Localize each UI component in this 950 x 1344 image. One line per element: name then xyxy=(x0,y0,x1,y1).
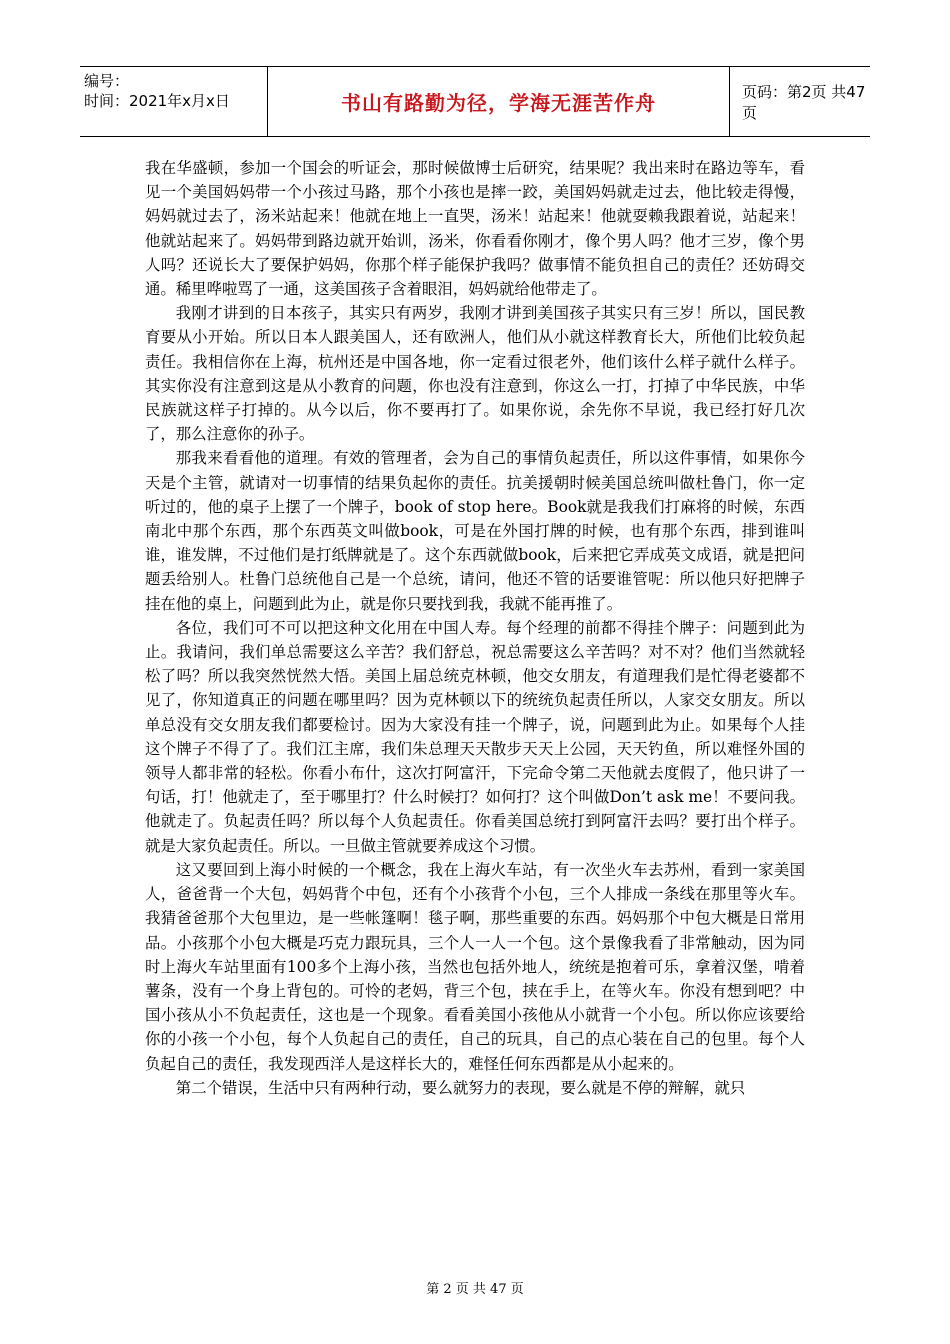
header-page-number: 页码：第2页 共47页 xyxy=(742,82,866,122)
paragraph-2: 我刚才讲到的日本孩子，其实只有两岁，我刚才讲到美国孩子其实只有三岁！所以，国民教育要从小开始。所以日本人跟美国人，还有欧洲人，他们从小就这样教育长大，所他们比较负起责任。我相信你在上海，杭州还是中国各地，你一定看过很老外，他们该什么样子就什么样子。其实你没有注意到这是从小教育的问题，你也没有注意到，你这么一打，打掉了中华民族，中华民族就这样子打掉的。从今以后，你不要再打了。如果你说，余先你不早说，我已经打好几次了，那么注意你的孙子。 xyxy=(145,304,805,444)
page-header xyxy=(80,66,870,137)
document-body xyxy=(145,156,805,1100)
paragraph-6: 第二个错误，生活中只有两种行动，要么就努力的表现，要么就是不停的辩解，就只 xyxy=(175,1078,746,1097)
document-number-label: 编号： xyxy=(84,72,130,90)
paragraph-4: 各位，我们可不可以把这种文化用在中国人寿。每个经理的前都不得挂个牌子：问题到此为止。我请问，我们单总需要这么辛苦？我们舒总，祝总需要这么辛苦吗？对不对？他们当然就轻松了吗？所以我突然恍然大悟。美国上届总统克林顿，他交女朋友，有道理我们是忙得老婆都不见了，你知道真正的问题在哪里吗？因为克林顿以下的统统负起责任所以，人家交女朋友。所以单总没有交女朋友我们都要检讨。因为大家没有挂一个牌子，说，问题到此为止。如果每个人挂这个牌子不得了了。我们江主席，我们朱总理天天散步天天上公园，天天钓鱼，所以难怪外国的领导人都非常的轻松。你看小布什，这次打阿富汗，下完命令第二天他就去度假了，他只讲了一句话，打！他就走了，至于哪里打？什么时候打？如何打？这个叫做Don’t ask me！不要问我。他就走了。负起责任吗？所以每个人负起责任。你看美国总统打到阿富汗去吗？要打出个样子。就是大家负起责任。所以。一旦做主管就要养成这个习惯。 xyxy=(145,618,805,855)
page-footer: 第 2 页 共 47 页 xyxy=(426,1282,524,1297)
document-date-label: 时间：2021年x月x日 xyxy=(84,92,230,110)
header-meta-cell xyxy=(80,67,268,136)
paragraph-1: 我在华盛顿，参加一个国会的听证会，那时候做博士后研究，结果呢？我出来时在路边等车，看见一个美国妈妈带一个小孩过马路，那个小孩也是摔一跤，美国妈妈就走过去，他比较走得慢，妈妈就过去了，汤米站起来！他就在地上一直哭，汤米！站起来！他就耍赖我跟着说，站起来！他就站起来了。妈妈带到路边就开始训，汤米，你看看你刚才，像个男人吗？他才三岁，像个男人吗？还说长大了要保护妈妈，你那个样子能保护我吗？做事情不能负担自己的责任？还妨碍交通。稀里哗啦骂了一通，这美国孩子含着眼泪，妈妈就给他带走了。 xyxy=(145,159,805,299)
paragraph-5: 这又要回到上海小时候的一个概念，我在上海火车站，有一次坐火车去苏州，看到一家美国人，爸爸背一个大包，妈妈背个中包，还有个小孩背个小包，三个人排成一条线在那里等火车。我猜爸爸那个大包里边，是一些帐篷啊！毯子啊，那些重要的东西。妈妈那个中包大概是日常用品。小孩那个小包大概是巧克力跟玩具，三个人一人一个包。这个景像我看了非常触动，因为同时上海火车站里面有100多个上海小孩，当然也包括外地人，统统是抱着可乐，拿着汉堡，啃着薯条，没有一个身上背包的。可怜的老妈，背三个包，挟在手上，在等火车。你没有想到吧？中国小孩从小不负起责任，这也是一个现象。看看美国小孩他从小就背一个小包。所以你应该要给你的小孩一个小包，每个人负起自己的责任，自己的玩具，自己的点心装在自己的包里。每个人负起自己的责任，我发现西洋人是这样长大的，难怪任何东西都是从小起来的。 xyxy=(145,860,805,1073)
header-motto: 书山有路勤为径，学海无涯苦作舟 xyxy=(268,67,730,136)
paragraph-3: 那我来看看他的道理。有效的管理者，会为自己的事情负起责任，所以这件事情，如果你今天是个主管，就请对一切事情的结果负起你的责任。抗美援朝时候美国总统叫做杜鲁门，你一定听过的，他的桌子上摆了一个牌子，book of stop here。Book就是我我们打麻将的时候，东西南北中那个东西，那个东西英文叫做book，可是在外国打牌的时候，也有那个东西，排到谁叫谁，谁发牌，不过他们是打纸牌就是了。这个东西就做book，后来把它弄成英文成语，就是把问题丢给别人。杜鲁门总统他自己是一个总统，请问，他还不管的话要谁管呢：所以他只好把牌子挂在他的桌上，问题到此为止，就是你只要找到我，我就不能再推了。 xyxy=(145,449,805,613)
